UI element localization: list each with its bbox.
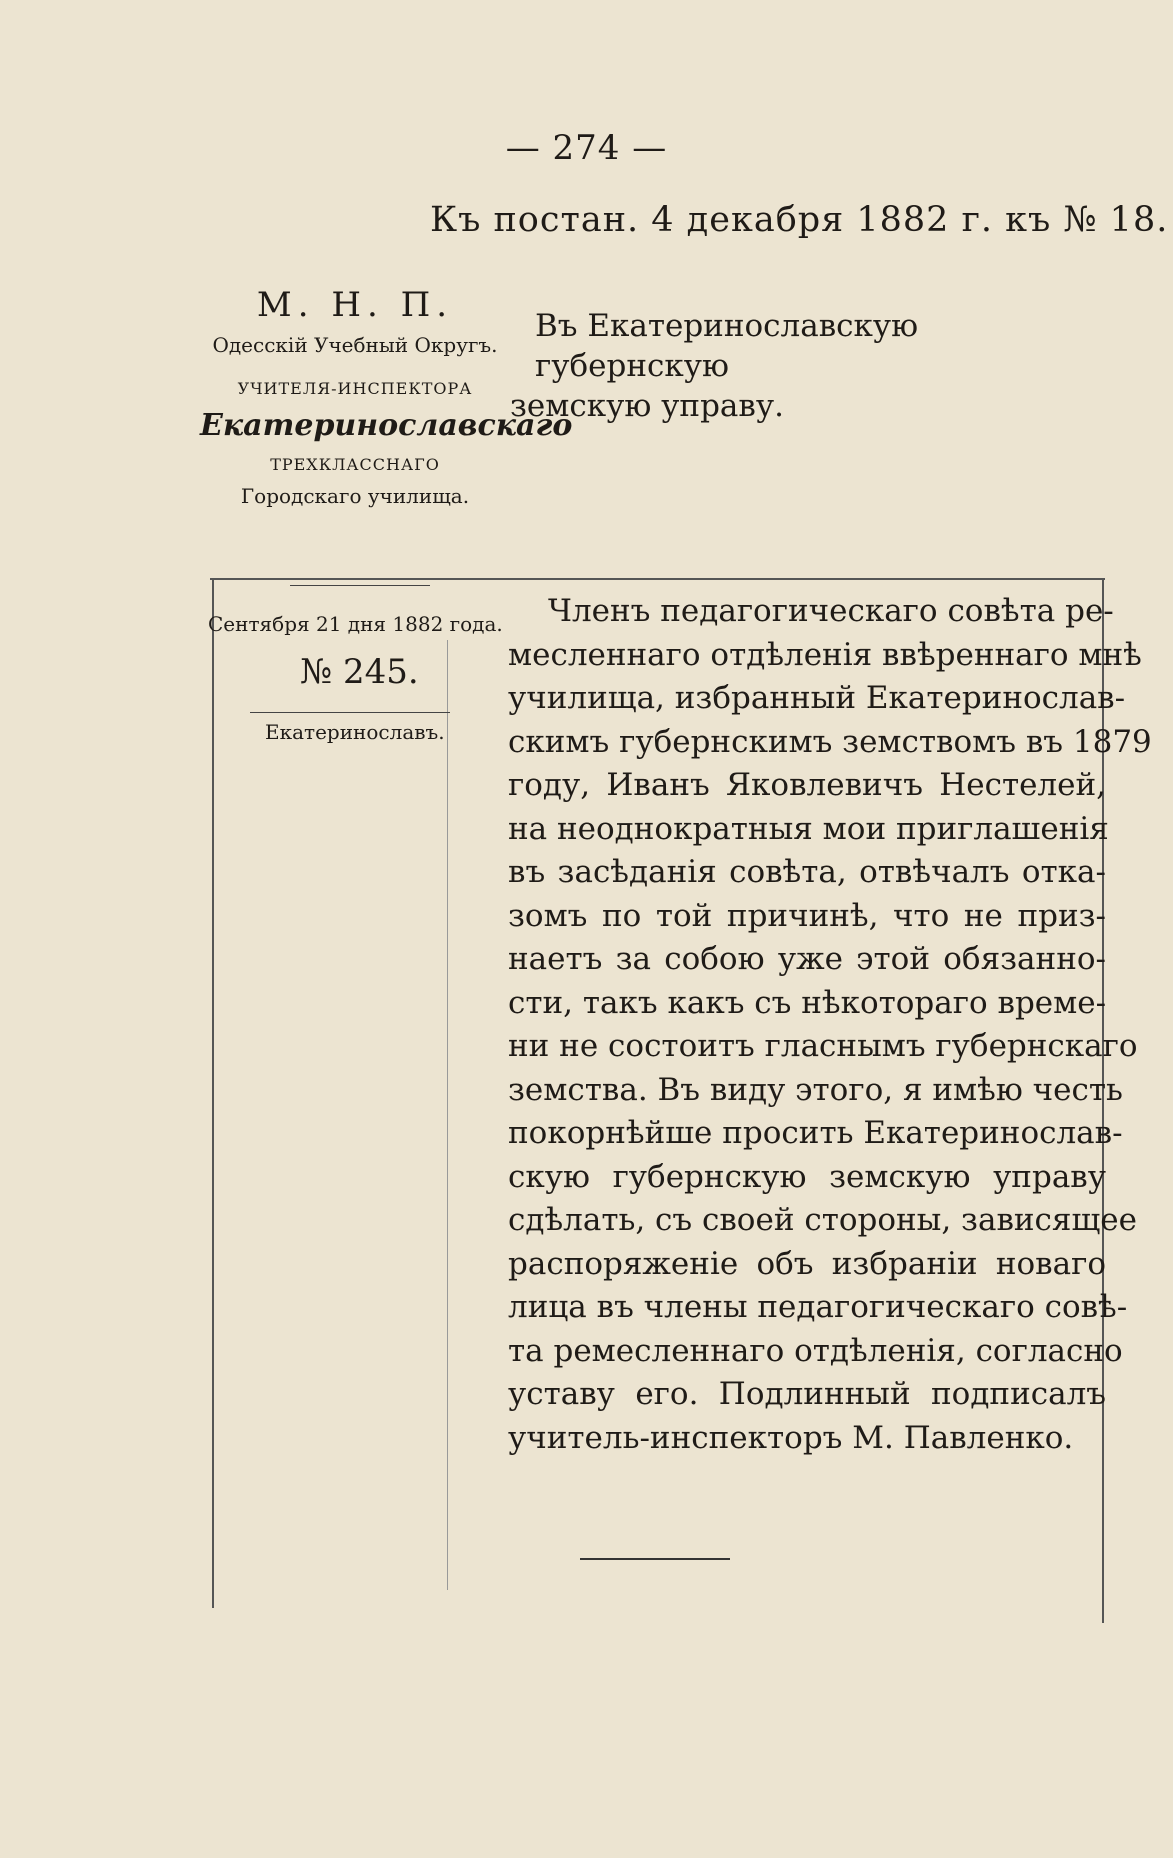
number-divider <box>250 712 450 713</box>
body-line: скую губернскую земскую управу <box>508 1158 1106 1195</box>
body-line: году, Иванъ Яковлевичъ Нестелей, <box>508 767 1106 803</box>
body-line: скимъ губернскимъ земствомъ въ 1879 <box>508 723 1152 760</box>
body-line: лица въ члены педагогическаго совѣ- <box>508 1289 1128 1325</box>
letterhead-city: Екатеринославскаго <box>200 408 573 443</box>
letterhead <box>200 285 573 508</box>
letterhead-position: УЧИТЕЛЯ-ИНСПЕКТОРА <box>237 379 473 398</box>
short-divider <box>290 585 430 586</box>
frame-column-rule <box>447 640 448 1590</box>
document-heading: Къ постан. 4 декабря 1882 г. къ № 18. <box>430 200 1169 240</box>
body-line: месленнаго отдѣленія ввѣреннаго мнѣ <box>508 636 1142 673</box>
end-rule <box>580 1558 730 1560</box>
body-line: въ засѣданія совѣта, отвѣчалъ отка- <box>508 854 1106 890</box>
body-line: Членъ педагогическаго совѣта ре- <box>548 593 1114 629</box>
addressee <box>510 306 1115 426</box>
body-line: учитель-инспекторъ М. Павленко. <box>508 1419 1074 1456</box>
body-line: земства. Въ виду этого, я имѣю честь <box>508 1071 1123 1108</box>
body-line: ни не состоитъ гласнымъ губернскаго <box>508 1028 1138 1064</box>
letter-place: Екатеринославъ. <box>265 720 445 744</box>
letter-date: Сентября 21 дня 1882 года. <box>208 612 503 636</box>
addressee-line: земскую управу. <box>510 388 784 424</box>
body-line: та ремесленнаго отдѣленія, согласно <box>508 1332 1123 1369</box>
addressee-line: Въ Екатеринославскую губернскую <box>535 308 919 384</box>
letterhead-ministry: М. Н. П. <box>256 285 454 325</box>
letter-body <box>508 590 1152 1460</box>
body-line: распоряженіе объ избраніи новаго <box>508 1245 1106 1282</box>
body-line: уставу его. Подлинный подписалъ <box>508 1376 1106 1412</box>
body-line: наетъ за собою уже этой обязанно- <box>508 941 1106 977</box>
letterhead-district: Одесскій Учебный Округъ. <box>212 333 498 357</box>
letter-number: № 245. <box>300 652 419 692</box>
letterhead-school: Городскаго училища. <box>240 484 470 508</box>
page-number: — 274 — <box>505 128 668 168</box>
body-line: сти, такъ какъ съ нѣкотораго време- <box>508 984 1107 1021</box>
body-line: на неоднократныя мои приглашенія <box>508 810 1109 847</box>
body-line: училища, избранный Екатеринослав- <box>508 680 1126 716</box>
body-line: зомъ по той причинѣ, что не приз- <box>508 897 1106 934</box>
frame-top-rule <box>210 578 1105 580</box>
frame-left-rule <box>212 578 214 1608</box>
letterhead-school-type: ТРЕХКЛАССНАГО <box>270 455 440 474</box>
body-line: сдѣлать, съ своей стороны, зависящее <box>508 1202 1137 1238</box>
body-line: покорнѣйше просить Екатеринослав- <box>508 1115 1123 1151</box>
